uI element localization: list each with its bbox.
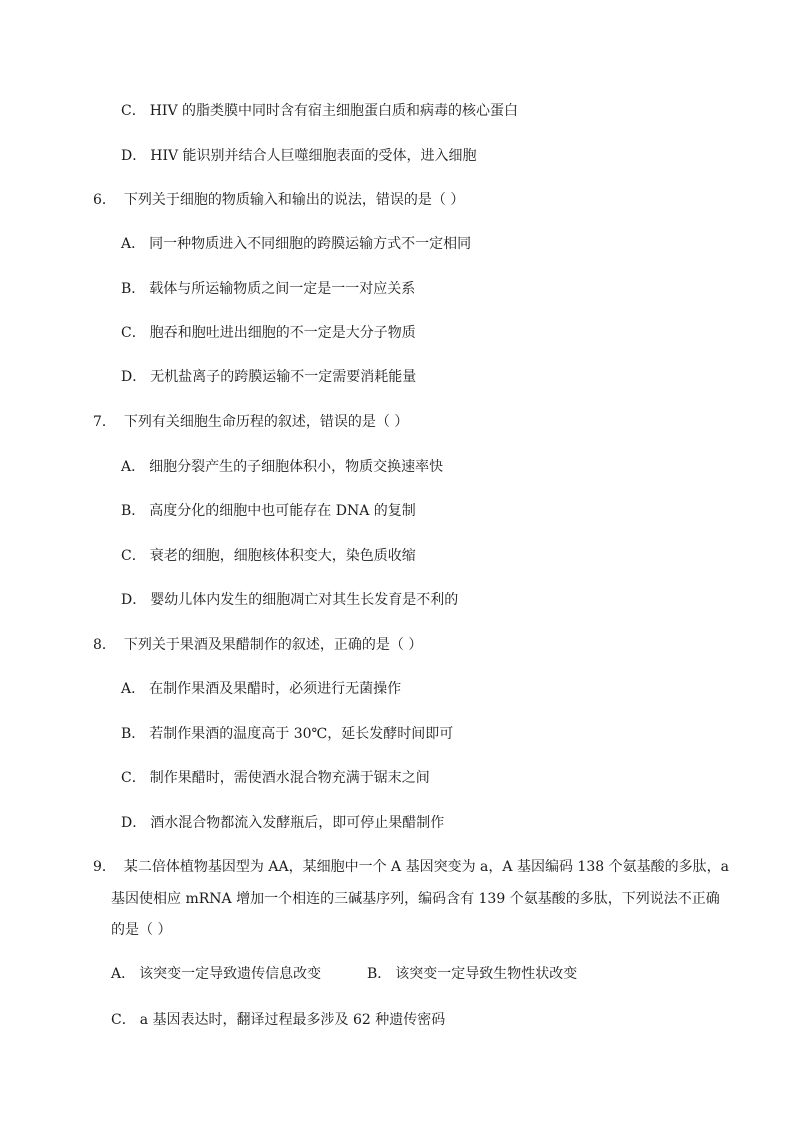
option-letter: B． — [367, 966, 392, 982]
option-text: 制作果醋时，需使酒水混合物充满于锯末之间 — [149, 770, 430, 786]
q6-option-a — [121, 234, 471, 254]
option-text: 细胞分裂产生的子细胞体积小，物质交换速率快 — [149, 459, 444, 475]
question-number: 7． — [93, 414, 116, 430]
option-text: HIV 的脂类膜中同时含有宿主细胞蛋白质和病毒的核心蛋白 — [149, 103, 519, 119]
question-text: 下列关于果酒及果醋制作的叙述，正确的是（ ） — [123, 637, 423, 653]
option-letter: A． — [121, 459, 146, 475]
option-letter: B． — [121, 503, 146, 519]
question-9-stem-line-1 — [93, 857, 729, 877]
q6-option-d — [121, 367, 416, 387]
q7-option-d — [121, 590, 458, 610]
option-letter: D． — [121, 369, 147, 385]
question-text: 下列关于细胞的物质输入和输出的说法，错误的是（ ） — [123, 192, 465, 208]
option-text: 胞吞和胞吐进出细胞的不一定是大分子物质 — [149, 325, 416, 341]
q5-option-d — [121, 146, 477, 166]
q5-option-c — [121, 101, 518, 121]
q7-option-a — [121, 457, 443, 477]
question-6-stem — [93, 190, 464, 210]
option-letter: C． — [121, 770, 146, 786]
option-letter: A． — [121, 236, 146, 252]
option-text: 婴幼儿体内发生的细胞凋亡对其生长发育是不利的 — [150, 592, 459, 608]
q6-option-c — [121, 323, 416, 343]
option-text: 酒水混合物都流入发酵瓶后，即可停止果醋制作 — [150, 815, 445, 831]
option-text: 无机盐离子的跨膜运输不一定需要消耗能量 — [150, 369, 417, 385]
option-text: 载体与所运输物质之间一定是一一对应关系 — [149, 281, 416, 297]
q9-option-b — [367, 964, 577, 984]
option-letter: C． — [121, 548, 146, 564]
option-letter: B． — [121, 281, 146, 297]
question-9-stem-line-2 — [111, 889, 720, 909]
option-text: 若制作果酒的温度高于 30℃，延长发酵时间即可 — [149, 726, 454, 742]
option-letter: C． — [111, 1012, 136, 1028]
q9-option-c — [111, 1010, 445, 1030]
q6-option-b — [121, 279, 415, 299]
option-letter: A． — [111, 966, 136, 982]
question-8-stem — [93, 635, 422, 655]
q8-option-a — [121, 679, 401, 699]
question-9-stem-line-3 — [111, 920, 171, 940]
q9-option-a — [111, 964, 321, 984]
option-letter: C． — [121, 103, 146, 119]
option-text: 该突变一定导致遗传信息改变 — [139, 966, 322, 982]
q8-option-d — [121, 813, 444, 833]
option-text: 高度分化的细胞中也可能存在 DNA 的复制 — [149, 503, 416, 519]
question-text: 某二倍体植物基因型为 AA，某细胞中一个 A 基因突变为 a，A 基因编码 138 个氨基酸的多肽，a — [123, 859, 729, 875]
option-text: 该突变一定导致生物性状改变 — [395, 966, 578, 982]
option-text: HIV 能识别并结合人巨噬细胞表面的受体，进入细胞 — [150, 148, 477, 164]
option-letter: D． — [121, 592, 147, 608]
question-7-stem — [93, 412, 408, 432]
option-text: 衰老的细胞，细胞核体积变大，染色质收缩 — [149, 548, 416, 564]
q8-option-c — [121, 768, 430, 788]
option-letter: C． — [121, 325, 146, 341]
option-text: 同一种物质进入不同细胞的跨膜运输方式不一定相同 — [149, 236, 472, 252]
q8-option-b — [121, 724, 453, 744]
question-text: 的是（ ） — [111, 922, 172, 938]
question-number: 8． — [93, 637, 116, 653]
option-letter: B． — [121, 726, 146, 742]
option-letter: D． — [121, 815, 147, 831]
q7-option-b — [121, 501, 416, 521]
question-number: 9． — [93, 859, 116, 875]
option-letter: A． — [121, 681, 146, 697]
question-number: 6． — [93, 192, 116, 208]
question-text: 基因使相应 mRNA 增加一个相连的三碱基序列，编码含有 139 个氨基酸的多肽，下列说法不正确 — [111, 891, 720, 907]
option-text: 在制作果酒及果醋时，必须进行无菌操作 — [149, 681, 402, 697]
option-text: a 基因表达时，翻译过程最多涉及 62 种遗传密码 — [139, 1012, 446, 1028]
q7-option-c — [121, 546, 416, 566]
question-text: 下列有关细胞生命历程的叙述，错误的是（ ） — [123, 414, 409, 430]
option-letter: D． — [121, 148, 147, 164]
